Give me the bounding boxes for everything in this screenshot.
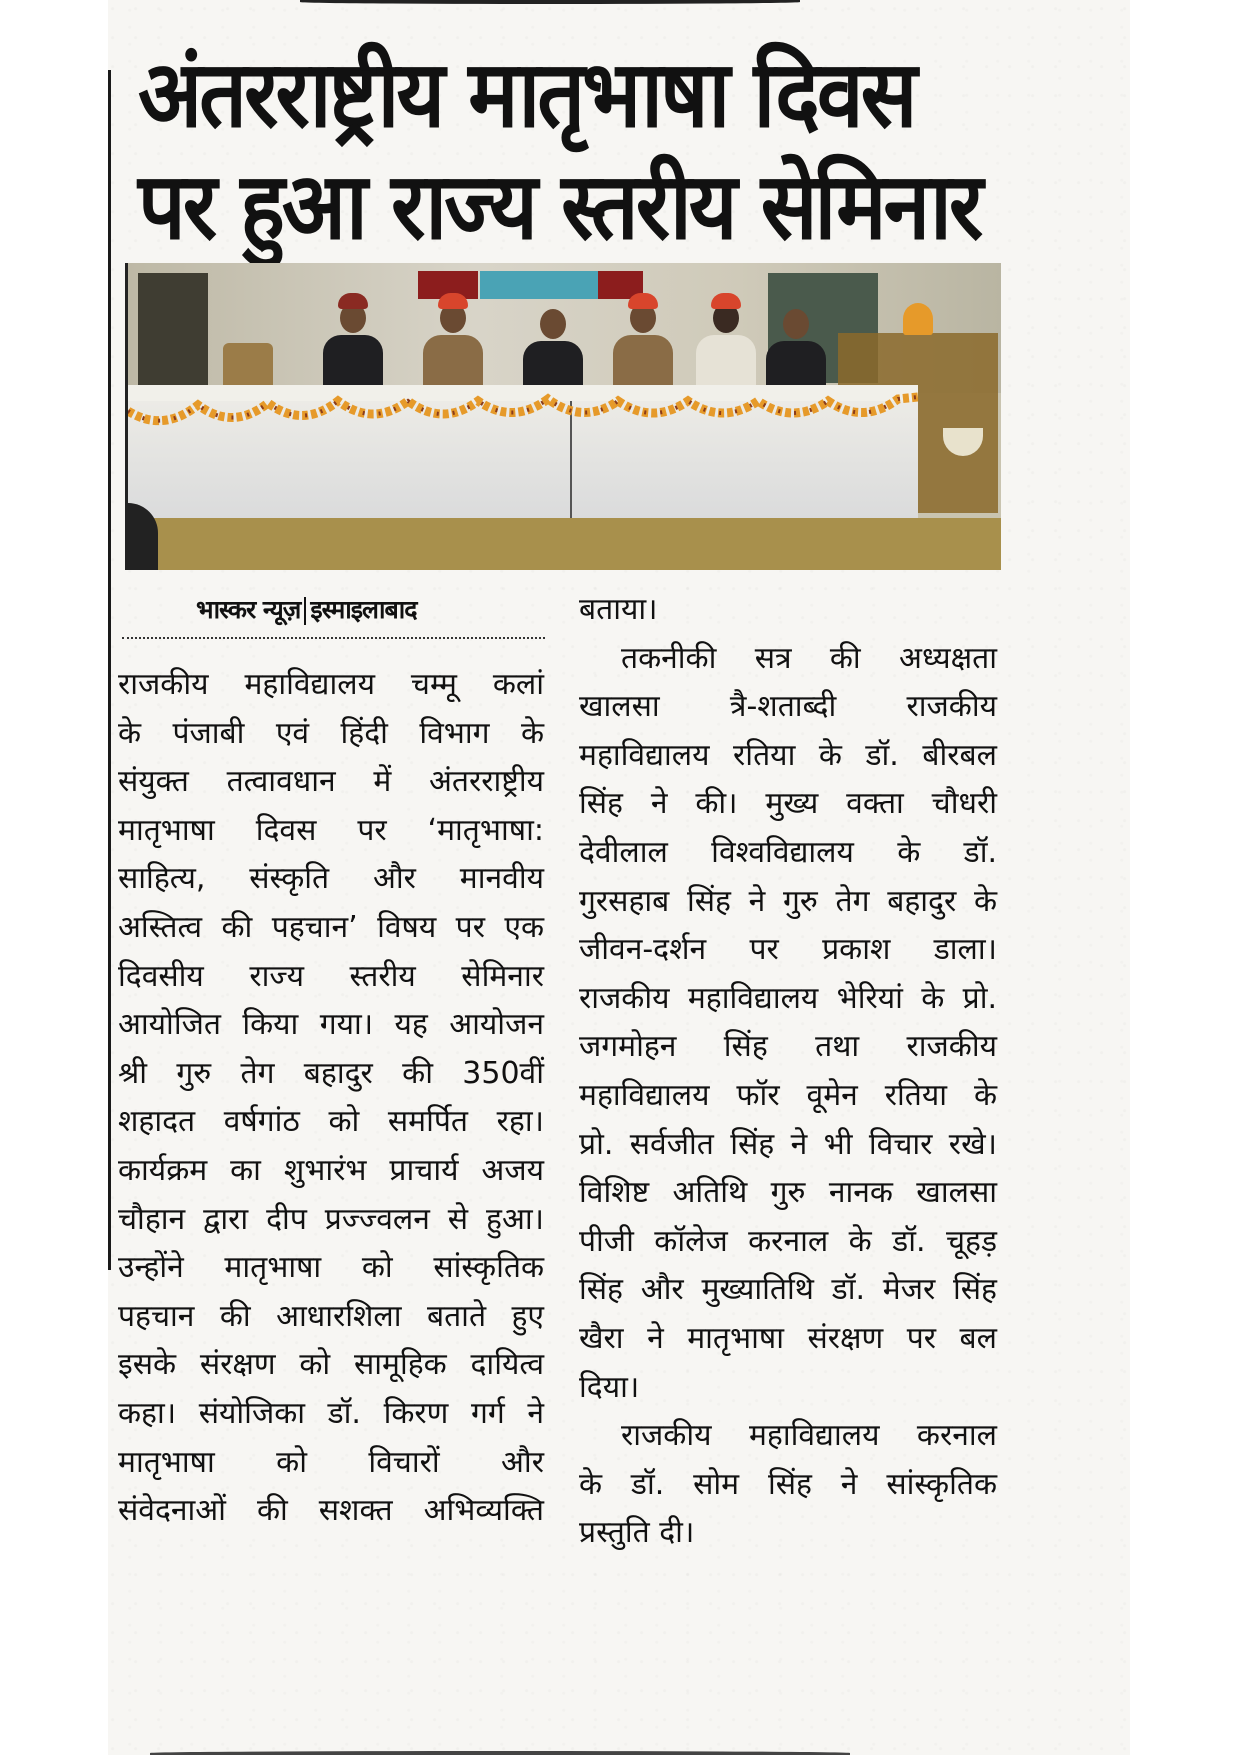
text-line: संवेदनाओं की सशक्त अभिव्यक्ति bbox=[118, 1493, 544, 1529]
text-line: साहित्य, संस्कृति और मानवीय bbox=[118, 861, 544, 897]
text-line: महाविद्यालय रतिया के डॉ. बीरबल bbox=[579, 737, 997, 773]
headline bbox=[138, 38, 1018, 262]
text-line: के पंजाबी एवं हिंदी विभाग के bbox=[118, 715, 544, 751]
text-line: गुरसहाब सिंह ने गुरु तेग बहादुर के bbox=[579, 883, 997, 919]
photo-floor bbox=[128, 518, 1001, 570]
photo-flower-decoration bbox=[903, 303, 933, 335]
text-line: सिंह और मुख्यातिथि डॉ. मेजर सिंह bbox=[579, 1272, 997, 1308]
text-line: उन्होंने मातृभाषा को सांस्कृतिक bbox=[118, 1250, 544, 1286]
news-photo bbox=[125, 263, 1001, 570]
text-line: तकनीकी सत्र की अध्यक्षता bbox=[621, 640, 997, 676]
headline-line-1: अंतरराष्ट्रीय मातृभाषा दिवस bbox=[138, 40, 915, 149]
text-line: शहादत वर्षगांठ को समर्पित रहा। bbox=[118, 1104, 544, 1140]
text-line: अस्तित्व की पहचान’ विषय पर एक bbox=[118, 909, 544, 945]
text-line: खालसा त्रै-शताब्दी राजकीय bbox=[579, 689, 997, 725]
clipping-left-border bbox=[108, 70, 111, 1270]
byline-location: इस्माइलाबाद bbox=[310, 595, 417, 624]
text-line: पीजी कॉलेज करनाल के डॉ. चूहड़ bbox=[579, 1223, 997, 1259]
text-line: पहचान की आधारशिला बताते हुए bbox=[118, 1298, 544, 1334]
text-line: महाविद्यालय फॉर वूमेन रतिया के bbox=[579, 1077, 997, 1113]
text-line: प्रो. सर्वजीत सिंह ने भी विचार रखे। bbox=[579, 1126, 997, 1162]
text-line: प्रस्तुति दी। bbox=[579, 1515, 695, 1551]
text-line: कार्यक्रम का शुभारंभ प्राचार्य अजय bbox=[118, 1152, 544, 1188]
text-line: बताया। bbox=[579, 592, 658, 627]
text-line: संयुक्त तत्वावधान में अंतरराष्ट्रीय bbox=[118, 764, 544, 800]
text-line: आयोजित किया गया। यह आयोजन bbox=[118, 1007, 544, 1043]
clipping-bottom-edge bbox=[150, 1751, 850, 1755]
text-line: इसके संरक्षण को सामूहिक दायित्व bbox=[118, 1347, 544, 1383]
text-line: राजकीय महाविद्यालय करनाल bbox=[621, 1418, 997, 1454]
marigold-garland bbox=[128, 391, 918, 431]
article-column-left bbox=[118, 661, 544, 1536]
byline-source: भास्कर न्यूज़ bbox=[196, 595, 301, 624]
article-column-right bbox=[579, 586, 997, 1558]
text-line: सिंह ने की। मुख्य वक्ता चौधरी bbox=[579, 786, 997, 822]
byline bbox=[196, 592, 417, 626]
byline-dotted-rule bbox=[122, 637, 545, 639]
text-line: देवीलाल विश्वविद्यालय के डॉ. bbox=[579, 834, 997, 870]
text-line: दिवसीय राज्य स्तरीय सेमिनार bbox=[118, 958, 544, 994]
text-line: राजकीय महाविद्यालय भेरियां के प्रो. bbox=[579, 980, 997, 1016]
text-line: खैरा ने मातृभाषा संरक्षण पर बल bbox=[579, 1320, 997, 1356]
photo-door-left bbox=[138, 273, 208, 403]
clipping-top-edge bbox=[300, 0, 800, 4]
text-line: मातृभाषा दिवस पर ‘मातृभाषा: bbox=[118, 812, 544, 848]
text-line: जीवन-दर्शन पर प्रकाश डाला। bbox=[579, 932, 997, 968]
text-line: दिया। bbox=[579, 1369, 640, 1405]
text-line: विशिष्ट अतिथि गुरु नानक खालसा bbox=[579, 1175, 997, 1211]
text-line: कहा। संयोजिका डॉ. किरण गर्ग ने bbox=[118, 1395, 544, 1431]
text-line: राजकीय महाविद्यालय चम्मू कलां bbox=[118, 667, 544, 702]
text-line: मातृभाषा को विचारों और bbox=[118, 1444, 544, 1480]
text-line: चौहान द्वारा दीप प्रज्ज्वलन से हुआ। bbox=[118, 1201, 544, 1237]
headline-line-2: पर हुआ राज्य स्तरीय सेमिनार bbox=[138, 152, 981, 261]
text-line: श्री गुरु तेग बहादुर की 350वीं bbox=[118, 1055, 544, 1091]
byline-separator bbox=[304, 597, 306, 625]
text-line: जगमोहन सिंह तथा राजकीय bbox=[579, 1029, 997, 1065]
text-line: के डॉ. सोम सिंह ने सांस्कृतिक bbox=[579, 1466, 997, 1502]
